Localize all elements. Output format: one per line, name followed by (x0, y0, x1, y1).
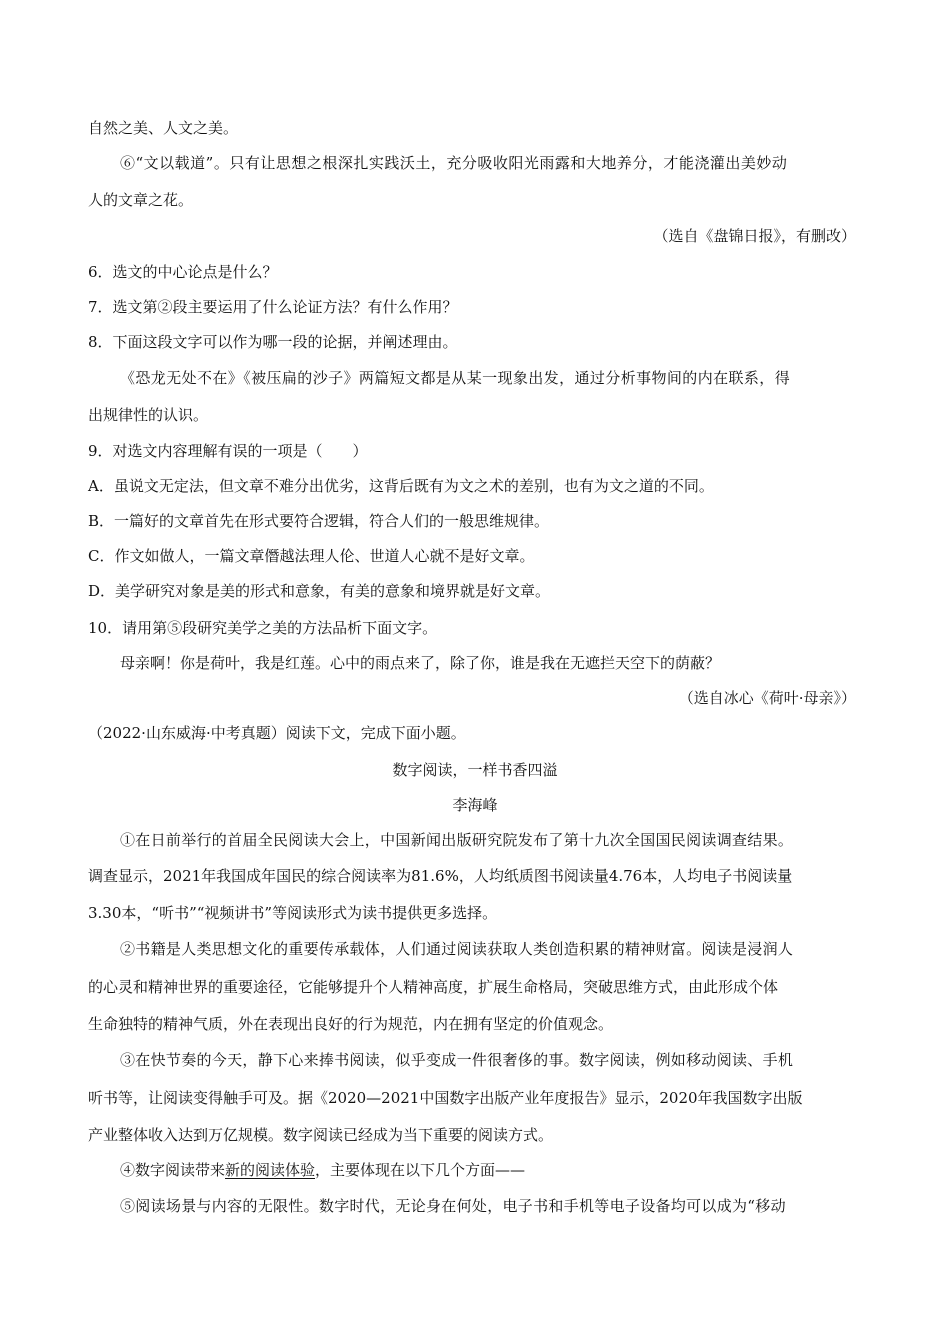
question-9-option-c: C．作文如做人，一篇文章僭越法理人伦、世道人心就不是好文章。 (88, 547, 535, 565)
question-9: 9．对选文内容理解有误的一项是（ ） (88, 442, 368, 460)
article-p4-post: ，主要体现在以下几个方面—— (315, 1161, 526, 1179)
paragraph-line: 自然之美、人文之美。 (88, 119, 239, 137)
question-8: 8．下面这段文字可以作为哪一段的论据，并阐述理由。 (88, 333, 458, 351)
article-p2-line-1: ②书籍是人类思想文化的重要传承载体，人们通过阅读获取人类创造积累的精神财富。阅读是浸润人 (120, 940, 794, 958)
article-author: 李海峰 (452, 796, 498, 814)
question-10-quote: 母亲啊！你是荷叶，我是红莲。心中的雨点来了，除了你，谁是我在无遮拦天空下的荫蔽？ (120, 654, 721, 672)
paragraph-6-line-1: ⑥“文以载道”。只有让思想之根深扎实践沃土，充分吸收阳光雨露和大地养分，才能浇灌出美妙动 (120, 154, 788, 172)
article-title: 数字阅读，一样书香四溢 (392, 761, 558, 779)
question-9-option-d: D．美学研究对象是美的形式和意象，有美的意象和境界就是好文章。 (88, 582, 551, 600)
question-8-quote-line-2: 出规律性的认识。 (88, 406, 209, 424)
question-8-quote-line-1: 《恐龙无处不在》《被压扁的沙子》两篇短文都是从某一现象出发，通过分析事物间的内在联系，得 (120, 369, 791, 387)
source-citation: （选自《盘锦日报》，有删改） (653, 227, 856, 245)
question-9-option-b: B．一篇好的文章首先在形式要符合逻辑，符合人们的一般思维规律。 (88, 512, 550, 530)
article-p4 (120, 1160, 525, 1180)
article-p2-line-3: 生命独特的精神气质，外在表现出良好的行为规范，内在拥有坚定的价值观念。 (88, 1015, 614, 1033)
article-p3-line-1: ③在快节奏的今天，静下心来捧书阅读，似乎变成一件很奢侈的事。数字阅读，例如移动阅读、手机 (120, 1051, 794, 1069)
question-10-source: （选自冰心《荷叶·母亲》） (678, 689, 856, 707)
question-6: 6．选文的中心论点是什么？ (88, 263, 278, 281)
article-p1-line-2: 调查显示，2021年我国成年国民的综合阅读率为81.6%，人均纸质图书阅读量4.76本，人均电子书阅读量 (88, 867, 793, 885)
question-10: 10．请用第⑤段研究美学之美的方法品析下面文字。 (88, 619, 438, 637)
article-p2-line-2: 的心灵和精神世界的重要途径，它能够提升个人精神高度，扩展生命格局，突破思维方式，由此形成个体 (88, 978, 779, 996)
article-p3-line-3: 产业整体收入达到万亿规模。数字阅读已经成为当下重要的阅读方式。 (88, 1126, 554, 1144)
question-9-option-a: A．虽说文无定法，但文章不难分出优劣，这背后既有为文之术的差别，也有为文之道的不同。 (88, 477, 714, 495)
article-p1-line-3: 3.30本，“听书”“视频讲书”等阅读形式为读书提供更多选择。 (88, 904, 498, 922)
article-p5-line-1: ⑤阅读场景与内容的无限性。数字时代，无论身在何处，电子书和手机等电子设备均可以成为“移动 (120, 1197, 786, 1215)
article-p4-pre: ④数字阅读带来 (120, 1161, 226, 1179)
paragraph-6-line-2: 人的文章之花。 (88, 191, 194, 209)
question-7: 7．选文第②段主要运用了什么论证方法？有什么作用？ (88, 298, 458, 316)
article-p3-line-2: 听书等，让阅读变得触手可及。据《2020—2021中国数字出版产业年度报告》显示，2020年我国数字出版 (88, 1089, 803, 1107)
article-p1-line-1: ①在日前举行的首届全民阅读大会上，中国新闻出版研究院发布了第十九次全国国民阅读调查结果。 (120, 831, 794, 849)
article-intro: （2022·山东威海·中考真题）阅读下文，完成下面小题。 (88, 724, 466, 742)
article-p4-underlined: 新的阅读体验 (225, 1161, 316, 1179)
